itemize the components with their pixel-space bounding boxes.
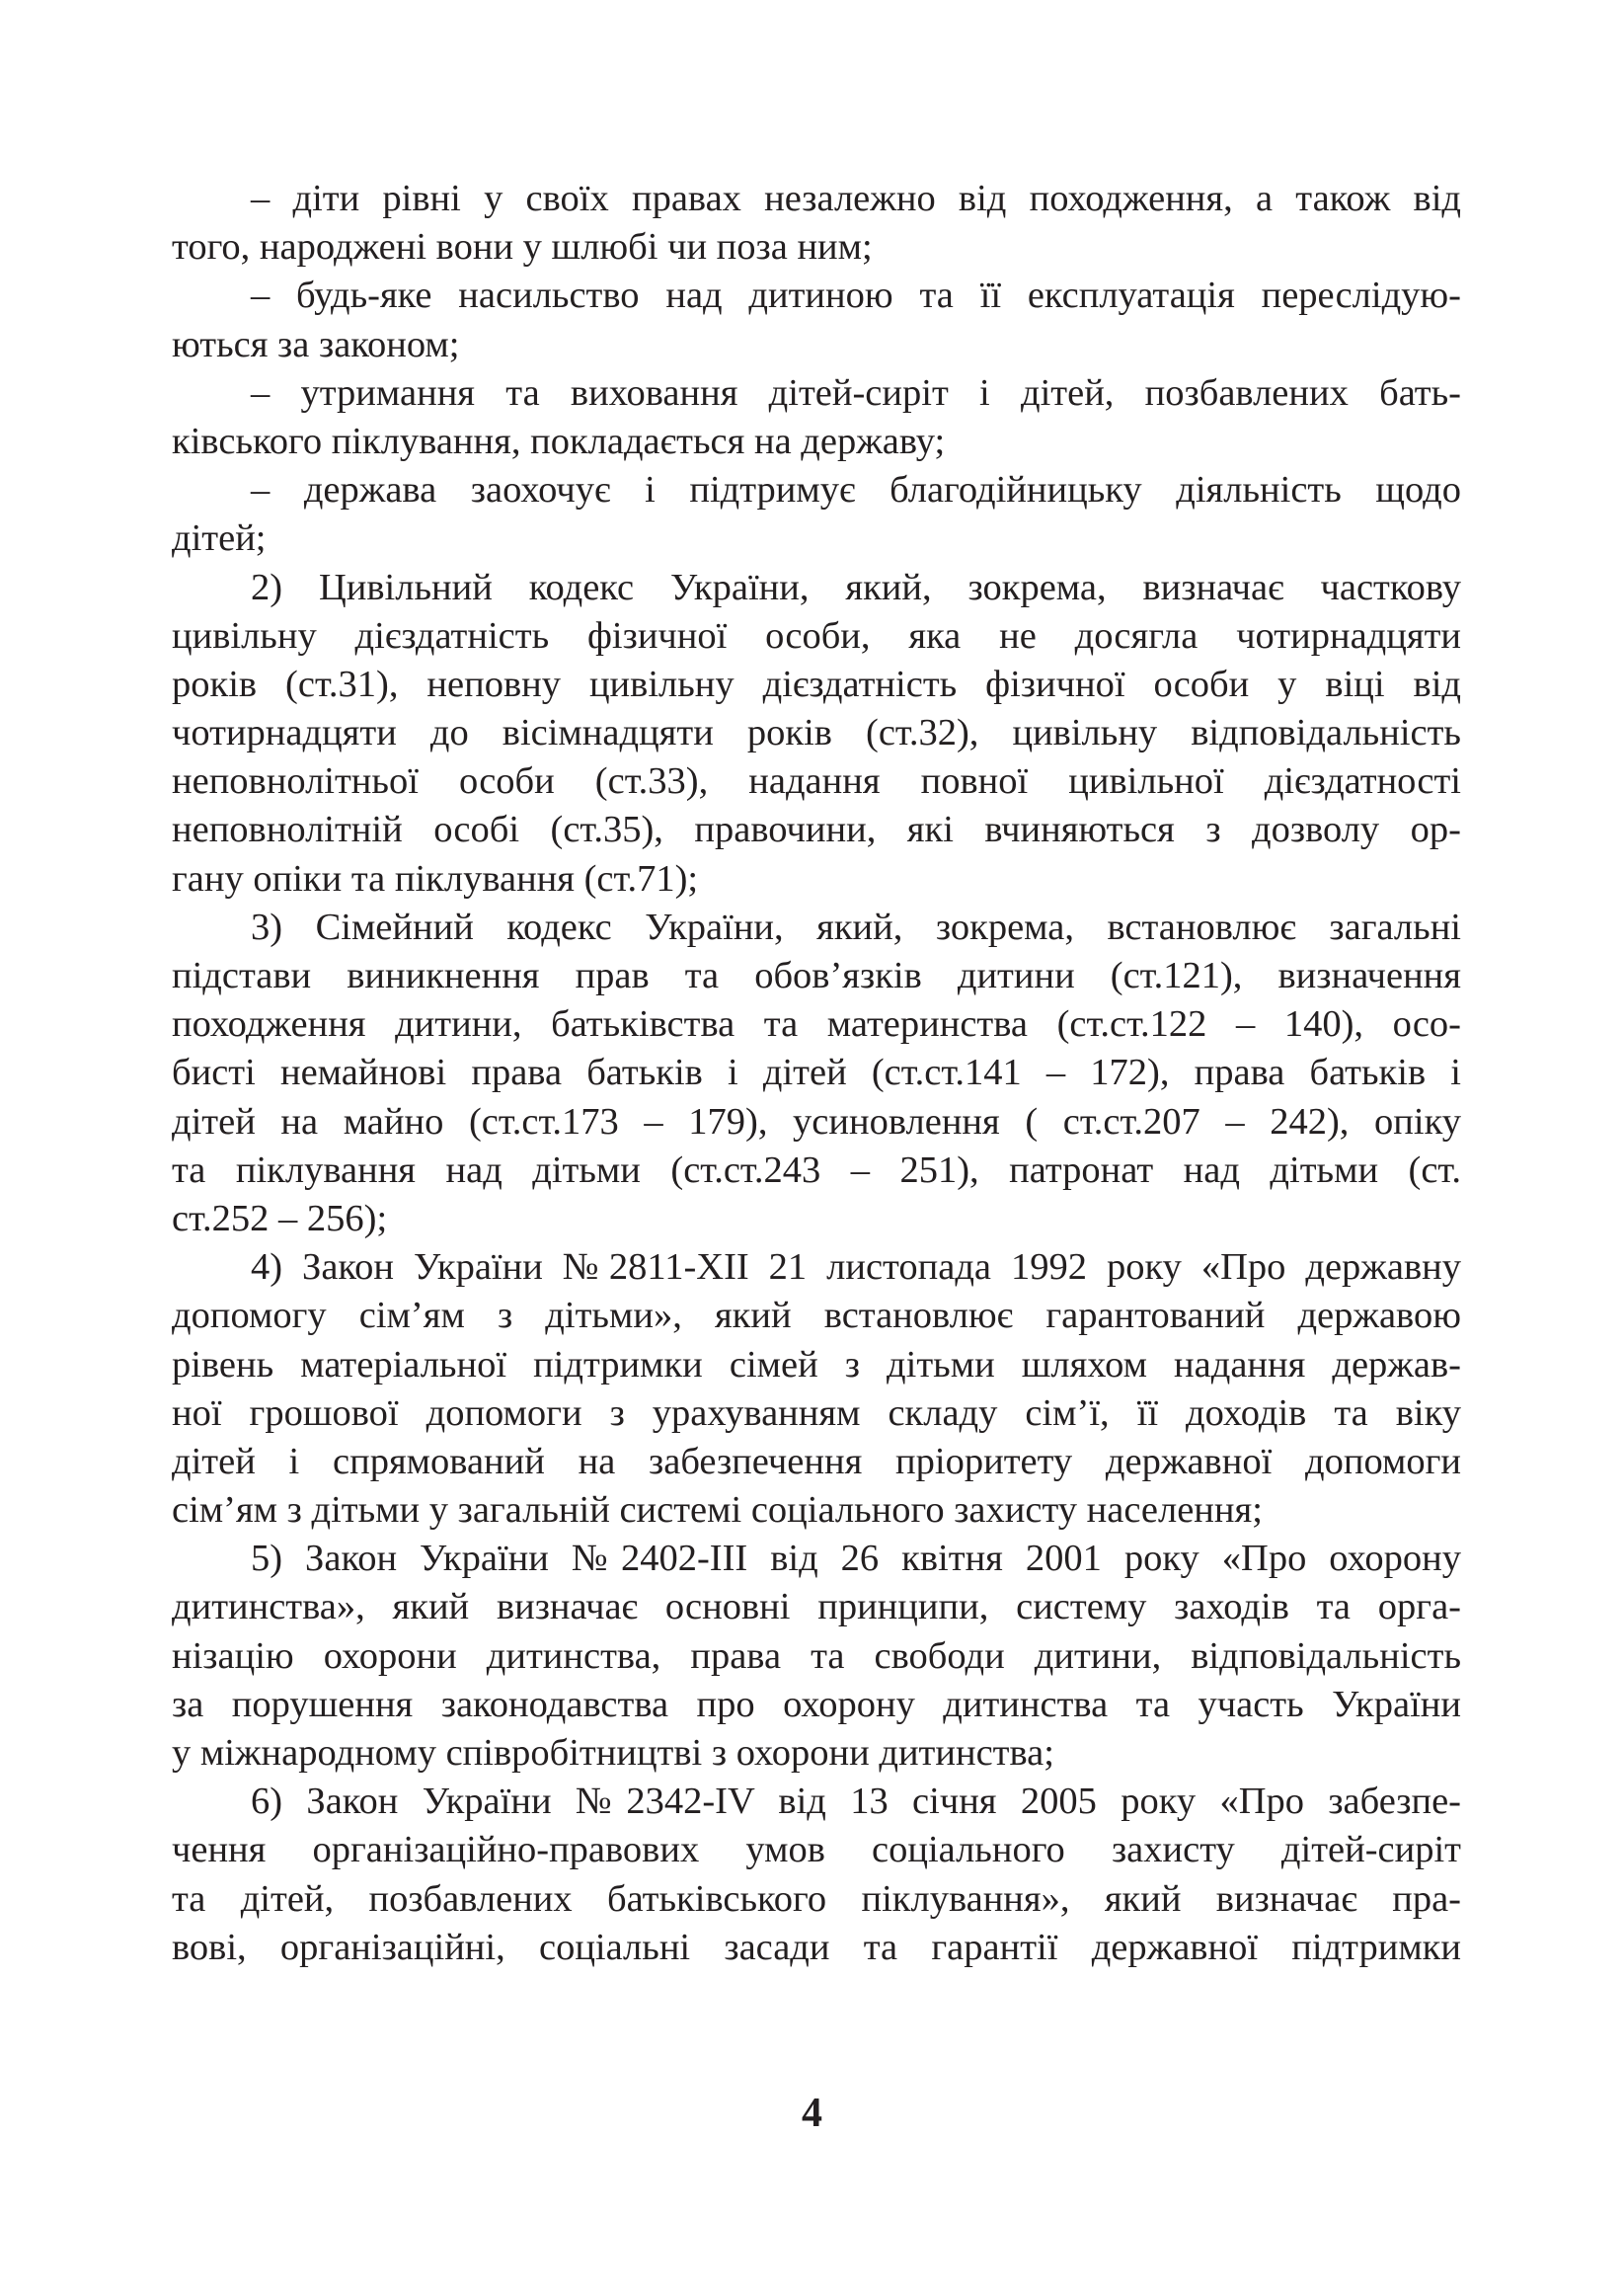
- text-line: чотирнадцяти до вісімнадцяти років (ст.32), цивільну відповідальність: [172, 712, 1461, 754]
- text-line: дітей і спрямований на забезпечення пріоритету державної допомоги: [172, 1440, 1461, 1482]
- text-line: 6) Закон України №2342-IV від 13 січня 2005 року «Про забезпе-: [251, 1781, 1461, 1823]
- text-line: неповнолітньої особи (ст.33), надання повної цивільної дієздатності: [172, 760, 1461, 803]
- text-line: років (ст.31), неповну цивільну дієздатність фізичної особи у віці від: [172, 663, 1461, 705]
- text-line: ст.252 – 256);: [172, 1197, 388, 1239]
- text-line: дітей на майно (ст.ст.173 – 179), усиновлення ( ст.ст.207 – 242), опіку: [172, 1100, 1461, 1143]
- text-line: сім’ям з дітьми у загальній системі соціального захисту населення;: [172, 1489, 1263, 1532]
- text-line: – діти рівні у своїх правах незалежно від походження, а також від: [251, 178, 1461, 219]
- text-line: вові, організаційні, соціальні засади та гарантії державної підтримки: [172, 1926, 1461, 1968]
- text-line: ної грошової допомоги з урахуванням складу сім’ї, її доходів та віку: [172, 1391, 1461, 1434]
- text-line: чення організаційно-правових умов соціального захисту дітей-сиріт: [172, 1829, 1461, 1871]
- text-line: 3) Сімейний кодекс України, який, зокрема, встановлює загальні: [251, 906, 1461, 948]
- text-line: підстави виникнення прав та обов’язків дитини (ст.121), визначення: [172, 955, 1461, 996]
- text-line: – утримання та виховання дітей-сиріт і дітей, позбавлених бать-: [251, 371, 1461, 414]
- text-line: того, народжені вони у шлюбі чи поза ним;: [172, 226, 873, 269]
- text-line: дітей;: [172, 517, 267, 560]
- text-line: та піклування над дітьми (ст.ст.243 – 251), патронат над дітьми (ст.: [172, 1148, 1461, 1191]
- text-line: та дітей, позбавлених батьківського піклування», який визначає пра-: [172, 1877, 1461, 1920]
- text-line: ківського піклування, покладається на державу;: [172, 420, 946, 462]
- text-line: походження дитини, батьківства та материнства (ст.ст.122 – 140), осо-: [172, 1003, 1461, 1046]
- text-line: за порушення законодавства про охорону дитинства та участь України: [172, 1683, 1461, 1725]
- text-line: гану опіки та піклування (ст.71);: [172, 857, 699, 900]
- page-number: 4: [802, 2091, 822, 2136]
- text-line: 2) Цивільний кодекс України, який, зокрема, визначає часткову: [251, 566, 1461, 608]
- text-line: 5) Закон України №2402-ІІІ від 26 квітня 2001 року «Про охорону: [251, 1538, 1461, 1580]
- text-line: цивільну дієздатність фізичної особи, яка не досягла чотирнадцяти: [172, 614, 1461, 657]
- text-line: рівень матеріальної підтримки сімей з дітьми шляхом надання держав-: [172, 1343, 1461, 1386]
- text-line: – держава заохочує і підтримує благодійницьку діяльність щодо: [251, 469, 1461, 512]
- text-line: – будь-яке насильство над дитиною та її експлуатація переслідую-: [251, 275, 1461, 317]
- text-line: дитинства», який визначає основні принципи, систему заходів та орга-: [172, 1586, 1461, 1628]
- text-line: допомогу сім’ям з дітьми», який встановлює гарантований державою: [172, 1295, 1461, 1337]
- body-text: [172, 175, 1461, 1972]
- text-line: неповнолітній особі (ст.35), правочини, які вчиняються з дозволу ор-: [172, 809, 1461, 851]
- text-line: нізацію охорони дитинства, права та свободи дитини, відповідальність: [172, 1634, 1461, 1677]
- text-line: ються за законом;: [172, 323, 460, 365]
- text-line: бисті немайнові права батьків і дітей (ст.ст.141 – 172), права батьків і: [172, 1052, 1461, 1094]
- text-line: 4) Закон України №2811-XII 21 листопада 1992 року «Про державну: [251, 1246, 1461, 1289]
- text-line: у міжнародному співробітництві з охорони дитинства;: [172, 1732, 1054, 1774]
